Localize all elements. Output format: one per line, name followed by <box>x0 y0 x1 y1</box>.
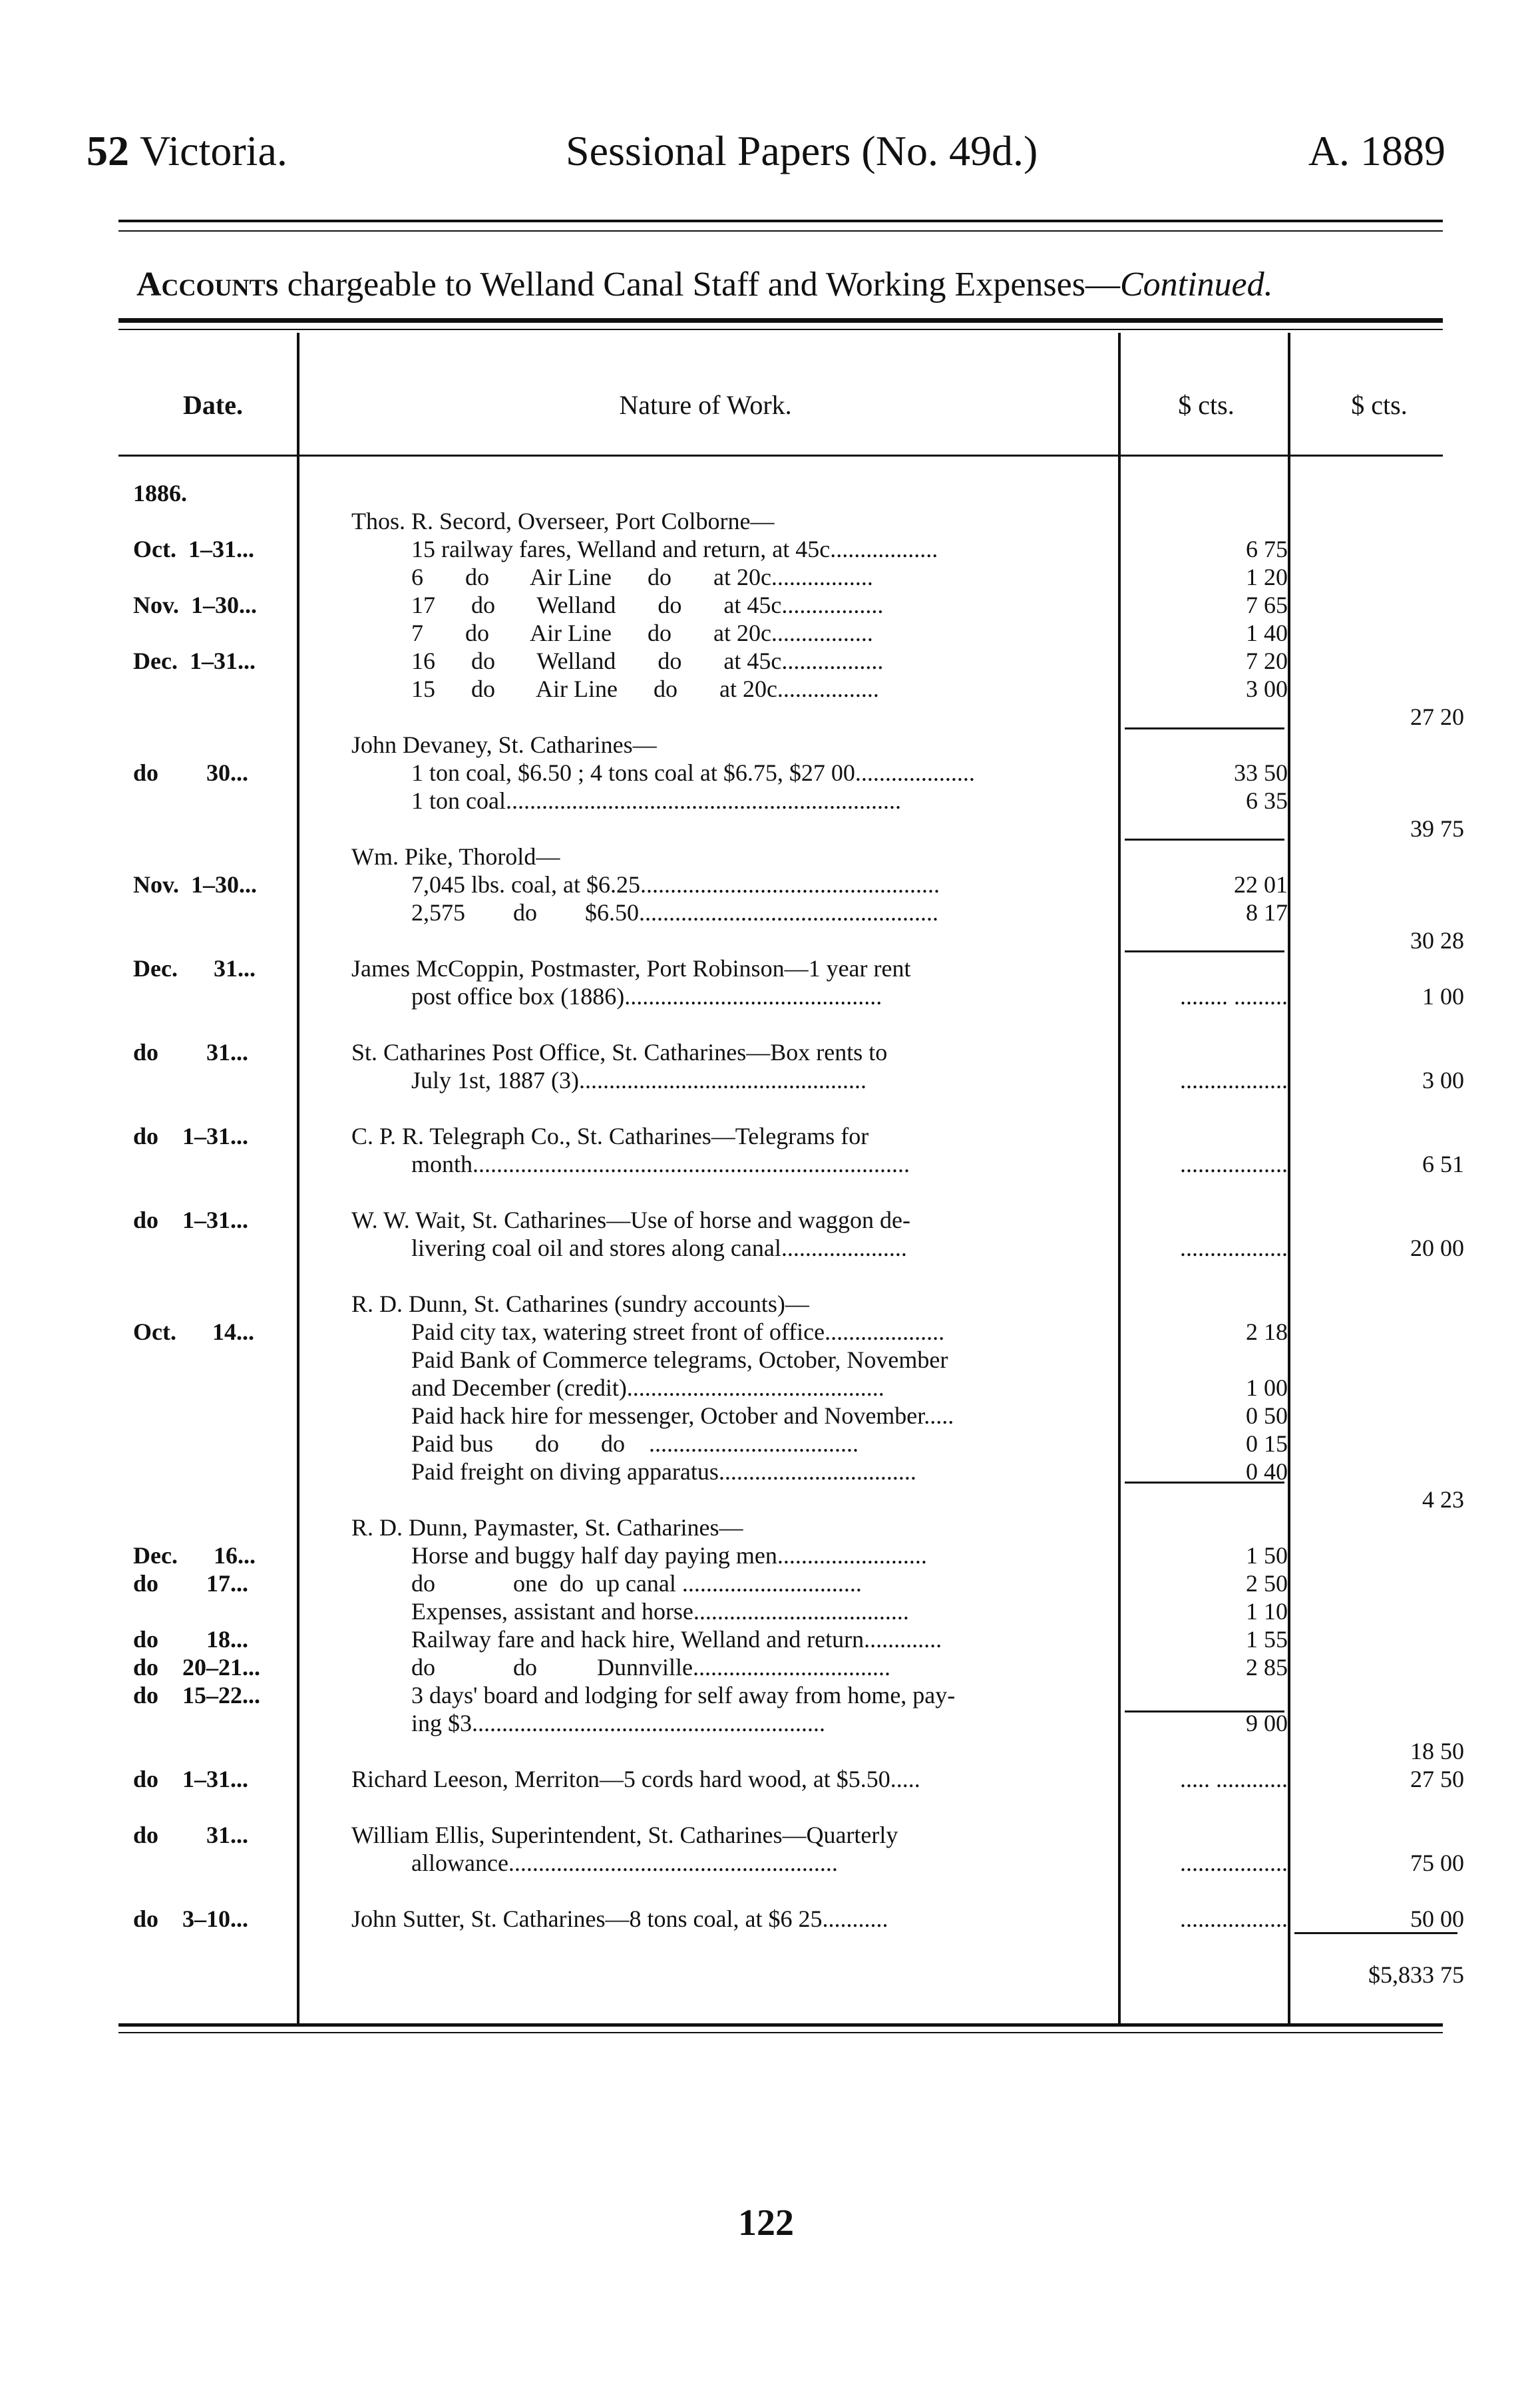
nature-cell: Paid bus do do ................................... <box>411 1430 859 1457</box>
nature-cell: 17 do Welland do at 45c................. <box>411 592 884 618</box>
table-row <box>0 647 1532 675</box>
page-number: 122 <box>738 2202 794 2244</box>
nature-cell: ing $3........................................................... <box>411 1710 826 1736</box>
table-row <box>0 1150 1532 1178</box>
nature-cell: 16 do Welland do at 45c................. <box>411 648 884 674</box>
date-cell: Nov. 1–30... <box>133 871 258 898</box>
table-row <box>0 954 1532 982</box>
date-cell: do 15–22... <box>133 1682 261 1708</box>
cts1-cell: 6 75 <box>1246 536 1288 562</box>
table-row <box>0 1653 1532 1681</box>
nature-cell: 7,045 lbs. coal, at $6.25.................................................. <box>411 871 940 898</box>
cts1-cell: .................. <box>1180 1235 1288 1261</box>
cts1-cell: 1 50 <box>1246 1542 1288 1569</box>
table-row <box>0 1961 1532 1989</box>
table-row <box>0 619 1532 647</box>
nature-cell: July 1st, 1887 (3)................................................ <box>411 1067 866 1094</box>
table-row <box>0 1318 1532 1346</box>
column-header-rule <box>118 455 1443 457</box>
cts1-cell: 6 35 <box>1246 787 1288 814</box>
table-row <box>0 1234 1532 1262</box>
nature-cell: James McCoppin, Postmaster, Port Robinson—1 year rent <box>351 955 911 982</box>
cts2-cell: 20 00 <box>1410 1235 1464 1261</box>
table-row <box>0 1458 1532 1486</box>
nature-cell: C. P. R. Telegraph Co., St. Catharines—Telegrams for <box>351 1123 869 1149</box>
table-row <box>0 1346 1532 1374</box>
cts1-cell: ..... ............ <box>1180 1766 1288 1792</box>
table-row <box>0 871 1532 899</box>
date-cell: do 1–31... <box>133 1123 249 1149</box>
table-row <box>0 1849 1532 1877</box>
cts1-cell: 22 01 <box>1234 871 1288 898</box>
cts2-cell: 39 75 <box>1410 815 1464 842</box>
cts1-cell: 1 00 <box>1246 1374 1288 1401</box>
nature-cell: Paid freight on diving apparatus................................. <box>411 1458 916 1485</box>
date-cell: Oct. 1–31... <box>133 536 254 562</box>
cts1-cell: .................. <box>1180 1850 1288 1876</box>
cts1-cell: 1 55 <box>1246 1626 1288 1653</box>
table-row <box>0 1569 1532 1597</box>
table-title-main: chargeable to Welland Canal Staff and Working Expenses— <box>278 266 1120 303</box>
header-session <box>87 126 287 176</box>
nature-cell: month......................................................................... <box>411 1151 910 1177</box>
table-title <box>136 265 1273 304</box>
table-row <box>0 982 1532 1010</box>
nature-cell: W. W. Wait, St. Catharines—Use of horse and waggon de- <box>351 1207 910 1233</box>
nature-cell: 7 do Air Line do at 20c................. <box>411 620 873 646</box>
title-rule-thin <box>118 329 1443 330</box>
header-year: A. 1889 <box>1308 127 1445 174</box>
cts1-cell: 8 17 <box>1246 899 1288 926</box>
header-sessional-papers: Sessional Papers (No. 49d.) <box>566 127 1038 174</box>
nature-cell: R. D. Dunn, Paymaster, St. Catharines— <box>351 1514 743 1541</box>
cts1-cell: 1 10 <box>1246 1598 1288 1625</box>
nature-cell: Horse and buggy half day paying men......................... <box>411 1542 927 1569</box>
table-row <box>0 1290 1532 1318</box>
cts1-cell: 9 00 <box>1246 1710 1288 1736</box>
table-row <box>0 1905 1532 1933</box>
date-cell: do 1–31... <box>133 1766 249 1792</box>
table-row <box>0 1737 1532 1765</box>
date-cell: 1886. <box>133 480 187 506</box>
table-title-lead: Accounts <box>136 266 279 303</box>
date-cell: do 31... <box>133 1039 249 1066</box>
cts1-cell: .................. <box>1180 1151 1288 1177</box>
nature-cell: Paid hack hire for messenger, October and November..... <box>411 1402 954 1429</box>
date-cell: Dec. 31... <box>133 955 256 982</box>
table-title-continued: Continued. <box>1119 266 1273 303</box>
table-row <box>0 787 1532 815</box>
table-row <box>0 843 1532 871</box>
nature-cell: do one do up canal .............................. <box>411 1570 862 1597</box>
table-row <box>0 1821 1532 1849</box>
nature-cell: Railway fare and hack hire, Welland and return............. <box>411 1626 942 1653</box>
date-cell: Dec. 16... <box>133 1542 256 1569</box>
table-row <box>0 1206 1532 1234</box>
table-row <box>0 703 1532 731</box>
cts2-cell: 75 00 <box>1410 1850 1464 1876</box>
cts1-cell: 0 40 <box>1246 1458 1288 1485</box>
column-header-date: Date. <box>183 390 243 420</box>
table-row <box>0 1541 1532 1569</box>
cts2-cell: 27 50 <box>1410 1766 1464 1792</box>
date-cell: do 3–10... <box>133 1906 249 1932</box>
nature-cell: John Devaney, St. Catharines— <box>351 731 657 758</box>
table-row <box>0 1038 1532 1066</box>
table-row <box>0 1625 1532 1653</box>
table-row <box>0 675 1532 703</box>
nature-cell: 2,575 do $6.50.................................................. <box>411 899 938 926</box>
nature-cell: Richard Leeson, Merriton—5 cords hard wood, at $5.50..... <box>351 1766 920 1792</box>
table-row <box>0 1122 1532 1150</box>
cts1-cell: 3 00 <box>1246 676 1288 702</box>
cts1-cell: 2 85 <box>1246 1654 1288 1681</box>
date-cell: Nov. 1–30... <box>133 592 258 618</box>
cts2-cell: 18 50 <box>1410 1738 1464 1764</box>
table-row <box>0 507 1532 535</box>
cts1-cell: 7 20 <box>1246 648 1288 674</box>
date-cell: do 1–31... <box>133 1207 249 1233</box>
date-cell: do 18... <box>133 1626 249 1653</box>
table-row <box>0 815 1532 843</box>
table-row <box>0 1430 1532 1458</box>
cts1-cell: 1 40 <box>1246 620 1288 646</box>
table-row <box>0 563 1532 591</box>
cts1-cell: 0 50 <box>1246 1402 1288 1429</box>
nature-cell: and December (credit)........................................... <box>411 1374 884 1401</box>
table-row <box>0 1094 1532 1122</box>
cts2-cell: 30 28 <box>1410 927 1464 954</box>
nature-cell: 3 days' board and lodging for self away from home, pay- <box>411 1682 956 1708</box>
table-row <box>0 1933 1532 1961</box>
header-rule-top <box>118 220 1443 222</box>
table-row <box>0 1765 1532 1793</box>
table-row <box>0 591 1532 619</box>
table-bottom-rule <box>118 2023 1443 2027</box>
table-row <box>0 479 1532 507</box>
table-row <box>0 731 1532 759</box>
cts1-cell: 33 50 <box>1234 759 1288 786</box>
nature-cell: 1 ton coal.................................................................. <box>411 787 901 814</box>
header-session-number: 52 <box>87 127 129 174</box>
nature-cell: Wm. Pike, Thorold— <box>351 843 560 870</box>
table-row <box>0 535 1532 563</box>
table-row <box>0 1178 1532 1206</box>
table-row <box>0 1374 1532 1402</box>
nature-cell: St. Catharines Post Office, St. Catharines—Box rents to <box>351 1039 888 1066</box>
nature-cell: allowance....................................................... <box>411 1850 838 1876</box>
nature-cell: post office box (1886)........................................... <box>411 983 882 1010</box>
date-cell: do 20–21... <box>133 1654 261 1681</box>
date-cell: do 30... <box>133 759 249 786</box>
header-rule-bottom <box>118 230 1443 232</box>
table-row <box>0 1597 1532 1625</box>
table-row <box>0 1681 1532 1709</box>
table-row <box>0 1513 1532 1541</box>
date-cell: Dec. 1–31... <box>133 648 256 674</box>
nature-cell: 15 railway fares, Welland and return, at 45c.................. <box>411 536 938 562</box>
cts1-cell: 2 50 <box>1246 1570 1288 1597</box>
nature-cell: R. D. Dunn, St. Catharines (sundry accounts)— <box>351 1291 809 1317</box>
cts1-cell: 2 18 <box>1246 1318 1288 1345</box>
nature-cell: Paid Bank of Commerce telegrams, October, November <box>411 1346 948 1373</box>
nature-cell: John Sutter, St. Catharines—8 tons coal, at $6 25........... <box>351 1906 888 1932</box>
date-cell: do 17... <box>133 1570 249 1597</box>
nature-cell: 15 do Air Line do at 20c................. <box>411 676 879 702</box>
column-header-nature: Nature of Work. <box>619 390 792 420</box>
table-row <box>0 1709 1532 1737</box>
table-row <box>0 1877 1532 1905</box>
cts2-cell: 1 00 <box>1422 983 1464 1010</box>
table-row <box>0 759 1532 787</box>
cts2-cell: $5,833 75 <box>1368 1961 1464 1988</box>
cts1-cell: 1 20 <box>1246 564 1288 590</box>
cts1-cell: .................. <box>1180 1906 1288 1932</box>
table-row <box>0 1066 1532 1094</box>
date-cell: do 31... <box>133 1822 249 1848</box>
header-session-word: Victoria. <box>140 127 287 174</box>
cts1-cell: ........ ......... <box>1180 983 1288 1010</box>
nature-cell: 1 ton coal, $6.50 ; 4 tons coal at $6.75, $27 00.................... <box>411 759 975 786</box>
nature-cell: Expenses, assistant and horse.................................... <box>411 1598 909 1625</box>
cts1-cell: 0 15 <box>1246 1430 1288 1457</box>
nature-cell: Thos. R. Secord, Overseer, Port Colborne— <box>351 508 775 534</box>
nature-cell: livering coal oil and stores along canal..................... <box>411 1235 907 1261</box>
cts2-cell: 27 20 <box>1410 703 1464 730</box>
cts2-cell: 6 51 <box>1422 1151 1464 1177</box>
table-bottom-rule-thin <box>118 2032 1443 2033</box>
table-row <box>0 1486 1532 1513</box>
table-row <box>0 1010 1532 1038</box>
cts1-cell: 7 65 <box>1246 592 1288 618</box>
nature-cell: 6 do Air Line do at 20c................. <box>411 564 873 590</box>
table-row <box>0 1262 1532 1290</box>
nature-cell: Paid city tax, watering street front of office.................... <box>411 1318 945 1345</box>
table-row <box>0 1793 1532 1821</box>
cts2-cell: 4 23 <box>1422 1486 1464 1513</box>
nature-cell: do do Dunnville................................. <box>411 1654 890 1681</box>
cts2-cell: 3 00 <box>1422 1067 1464 1094</box>
nature-cell: William Ellis, Superintendent, St. Catharines—Quarterly <box>351 1822 898 1848</box>
cts1-cell: .................. <box>1180 1067 1288 1094</box>
table-row <box>0 926 1532 954</box>
title-rule-thick <box>118 318 1443 323</box>
table-row <box>0 1402 1532 1430</box>
table-row <box>0 899 1532 926</box>
cts2-cell: 50 00 <box>1410 1906 1464 1932</box>
date-cell: Oct. 14... <box>133 1318 254 1345</box>
column-header-cts1: $ cts. <box>1178 390 1235 420</box>
column-header-cts2: $ cts. <box>1351 390 1408 420</box>
